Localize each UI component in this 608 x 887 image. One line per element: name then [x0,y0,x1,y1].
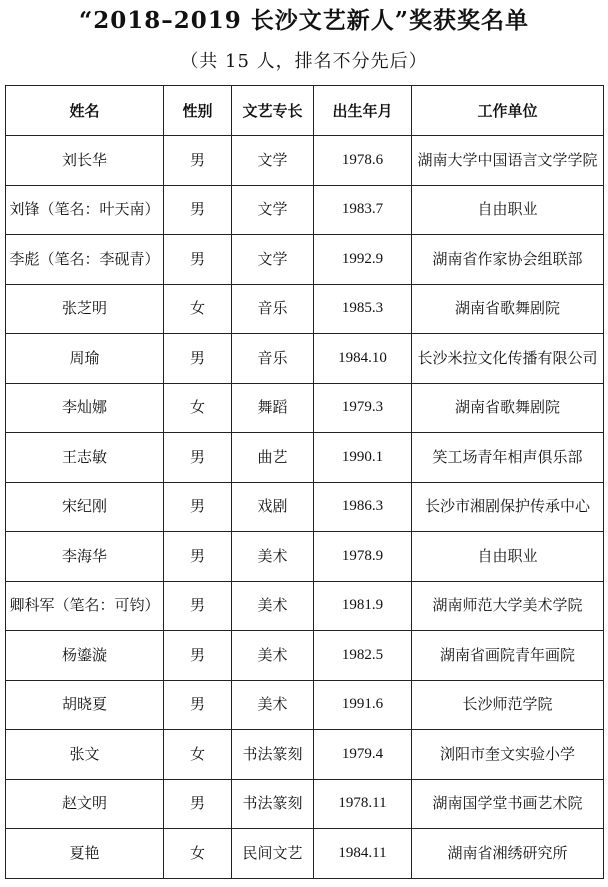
cell-gender: 男 [164,136,232,186]
cell-gender: 男 [164,779,232,829]
cell-specialty: 民间文艺 [232,829,314,879]
cell-name: 胡晓夏 [6,680,164,730]
cell-name: 王志敏 [6,433,164,483]
cell-specialty: 曲艺 [232,433,314,483]
cell-unit: 湖南省作家协会组联部 [412,235,604,285]
cell-name: 刘长华 [6,136,164,186]
cell-unit: 自由职业 [412,185,604,235]
header-name: 姓名 [6,86,164,136]
cell-specialty: 美术 [232,581,314,631]
table-row [6,334,604,384]
table-row [6,235,604,285]
cell-specialty: 戏剧 [232,482,314,532]
table-row [6,284,604,334]
cell-name: 杨鎏漩 [6,631,164,681]
cell-unit: 湖南省画院青年画院 [412,631,604,681]
cell-birth: 1978.9 [314,532,412,582]
cell-birth: 1990.1 [314,433,412,483]
table-row [6,730,604,780]
cell-birth: 1979.3 [314,383,412,433]
cell-gender: 男 [164,482,232,532]
table-row [6,185,604,235]
cell-birth: 1984.10 [314,334,412,384]
cell-unit: 湖南大学中国语言文学学院 [412,136,604,186]
cell-unit: 湖南省歌舞剧院 [412,284,604,334]
table-row [6,779,604,829]
cell-gender: 男 [164,235,232,285]
cell-specialty: 舞蹈 [232,383,314,433]
cell-specialty: 文学 [232,235,314,285]
cell-gender: 男 [164,581,232,631]
cell-specialty: 文学 [232,136,314,186]
cell-specialty: 书法篆刻 [232,730,314,780]
table-row [6,136,604,186]
header-gender: 性别 [164,86,232,136]
cell-gender: 男 [164,532,232,582]
cell-birth: 1981.9 [314,581,412,631]
table-row [6,532,604,582]
award-winners-table [5,85,604,879]
cell-gender: 女 [164,730,232,780]
cell-birth: 1986.3 [314,482,412,532]
header-unit: 工作单位 [412,86,604,136]
cell-birth: 1978.11 [314,779,412,829]
cell-specialty: 书法篆刻 [232,779,314,829]
cell-name: 李灿娜 [6,383,164,433]
table-row [6,680,604,730]
cell-unit: 长沙米拉文化传播有限公司 [412,334,604,384]
cell-gender: 男 [164,334,232,384]
cell-name: 赵文明 [6,779,164,829]
cell-specialty: 文学 [232,185,314,235]
cell-name: 张芝明 [6,284,164,334]
cell-gender: 男 [164,680,232,730]
cell-name: 周瑜 [6,334,164,384]
table-row [6,631,604,681]
table-row [6,581,604,631]
header-specialty: 文艺专长 [232,86,314,136]
cell-name: 夏艳 [6,829,164,879]
cell-name: 卿科军（笔名：可钧） [6,581,164,631]
cell-birth: 1984.11 [314,829,412,879]
cell-unit: 长沙市湘剧保护传承中心 [412,482,604,532]
cell-gender: 女 [164,383,232,433]
cell-birth: 1983.7 [314,185,412,235]
table-header-row [6,86,604,136]
cell-name: 宋纪刚 [6,482,164,532]
cell-name: 李海华 [6,532,164,582]
cell-specialty: 美术 [232,532,314,582]
cell-birth: 1991.6 [314,680,412,730]
cell-specialty: 美术 [232,680,314,730]
table-row [6,482,604,532]
cell-unit: 湖南省湘绣研究所 [412,829,604,879]
cell-name: 刘锋（笔名：叶天南） [6,185,164,235]
table-row [6,383,604,433]
cell-unit: 自由职业 [412,532,604,582]
table-row [6,433,604,483]
cell-gender: 女 [164,284,232,334]
document-subtitle: （共 15 人，排名不分先后） [180,51,428,72]
cell-birth: 1978.6 [314,136,412,186]
cell-unit: 湖南国学堂书画艺术院 [412,779,604,829]
cell-specialty: 音乐 [232,284,314,334]
cell-gender: 男 [164,433,232,483]
header-birth: 出生年月 [314,86,412,136]
cell-unit: 浏阳市奎文实验小学 [412,730,604,780]
table-row [6,829,604,879]
cell-name: 张文 [6,730,164,780]
document-title: “2018–2019 长沙文艺新人”奖获奖名单 [79,7,529,34]
cell-unit: 笑工场青年相声俱乐部 [412,433,604,483]
cell-specialty: 美术 [232,631,314,681]
cell-unit: 长沙师范学院 [412,680,604,730]
cell-unit: 湖南省歌舞剧院 [412,383,604,433]
cell-birth: 1985.3 [314,284,412,334]
cell-unit: 湖南师范大学美术学院 [412,581,604,631]
cell-name: 李彪（笔名：李砚青） [6,235,164,285]
cell-birth: 1979.4 [314,730,412,780]
cell-birth: 1992.9 [314,235,412,285]
cell-gender: 女 [164,829,232,879]
cell-gender: 男 [164,185,232,235]
cell-specialty: 音乐 [232,334,314,384]
table-body [6,136,604,879]
cell-birth: 1982.5 [314,631,412,681]
cell-gender: 男 [164,631,232,681]
